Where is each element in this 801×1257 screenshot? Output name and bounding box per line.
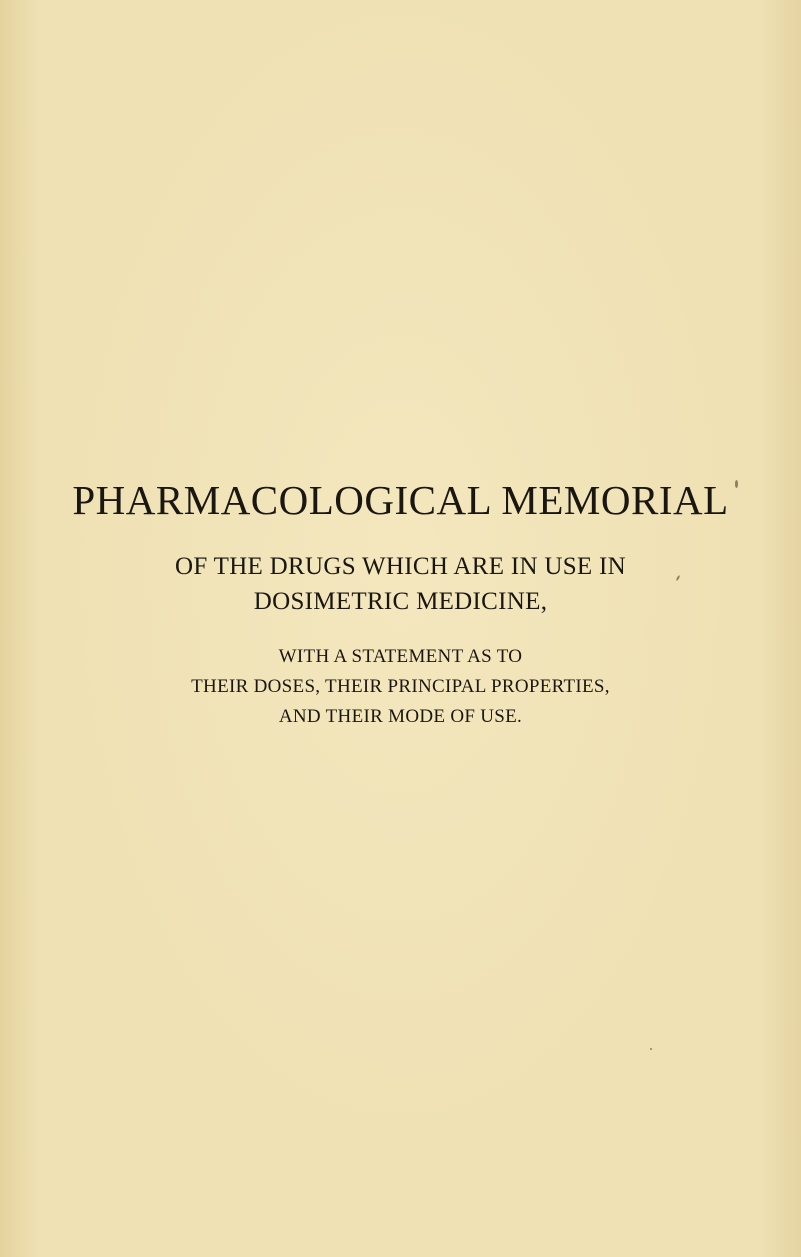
statement-line-1: WITH A STATEMENT AS TO bbox=[278, 646, 523, 667]
paper-speck bbox=[735, 480, 738, 488]
subtitle-line-2: DOSIMETRIC MEDICINE, bbox=[253, 588, 548, 615]
subtitle-line-1: OF THE DRUGS WHICH ARE IN USE IN bbox=[174, 553, 627, 580]
page-title: PHARMACOLOGICAL MEMORIAL bbox=[72, 477, 729, 523]
statement-line-2: THEIR DOSES, THEIR PRINCIPAL PROPERTIES, bbox=[191, 676, 610, 697]
paper-speck bbox=[650, 1048, 652, 1050]
statement-line-3: AND THEIR MODE OF USE. bbox=[278, 706, 523, 727]
